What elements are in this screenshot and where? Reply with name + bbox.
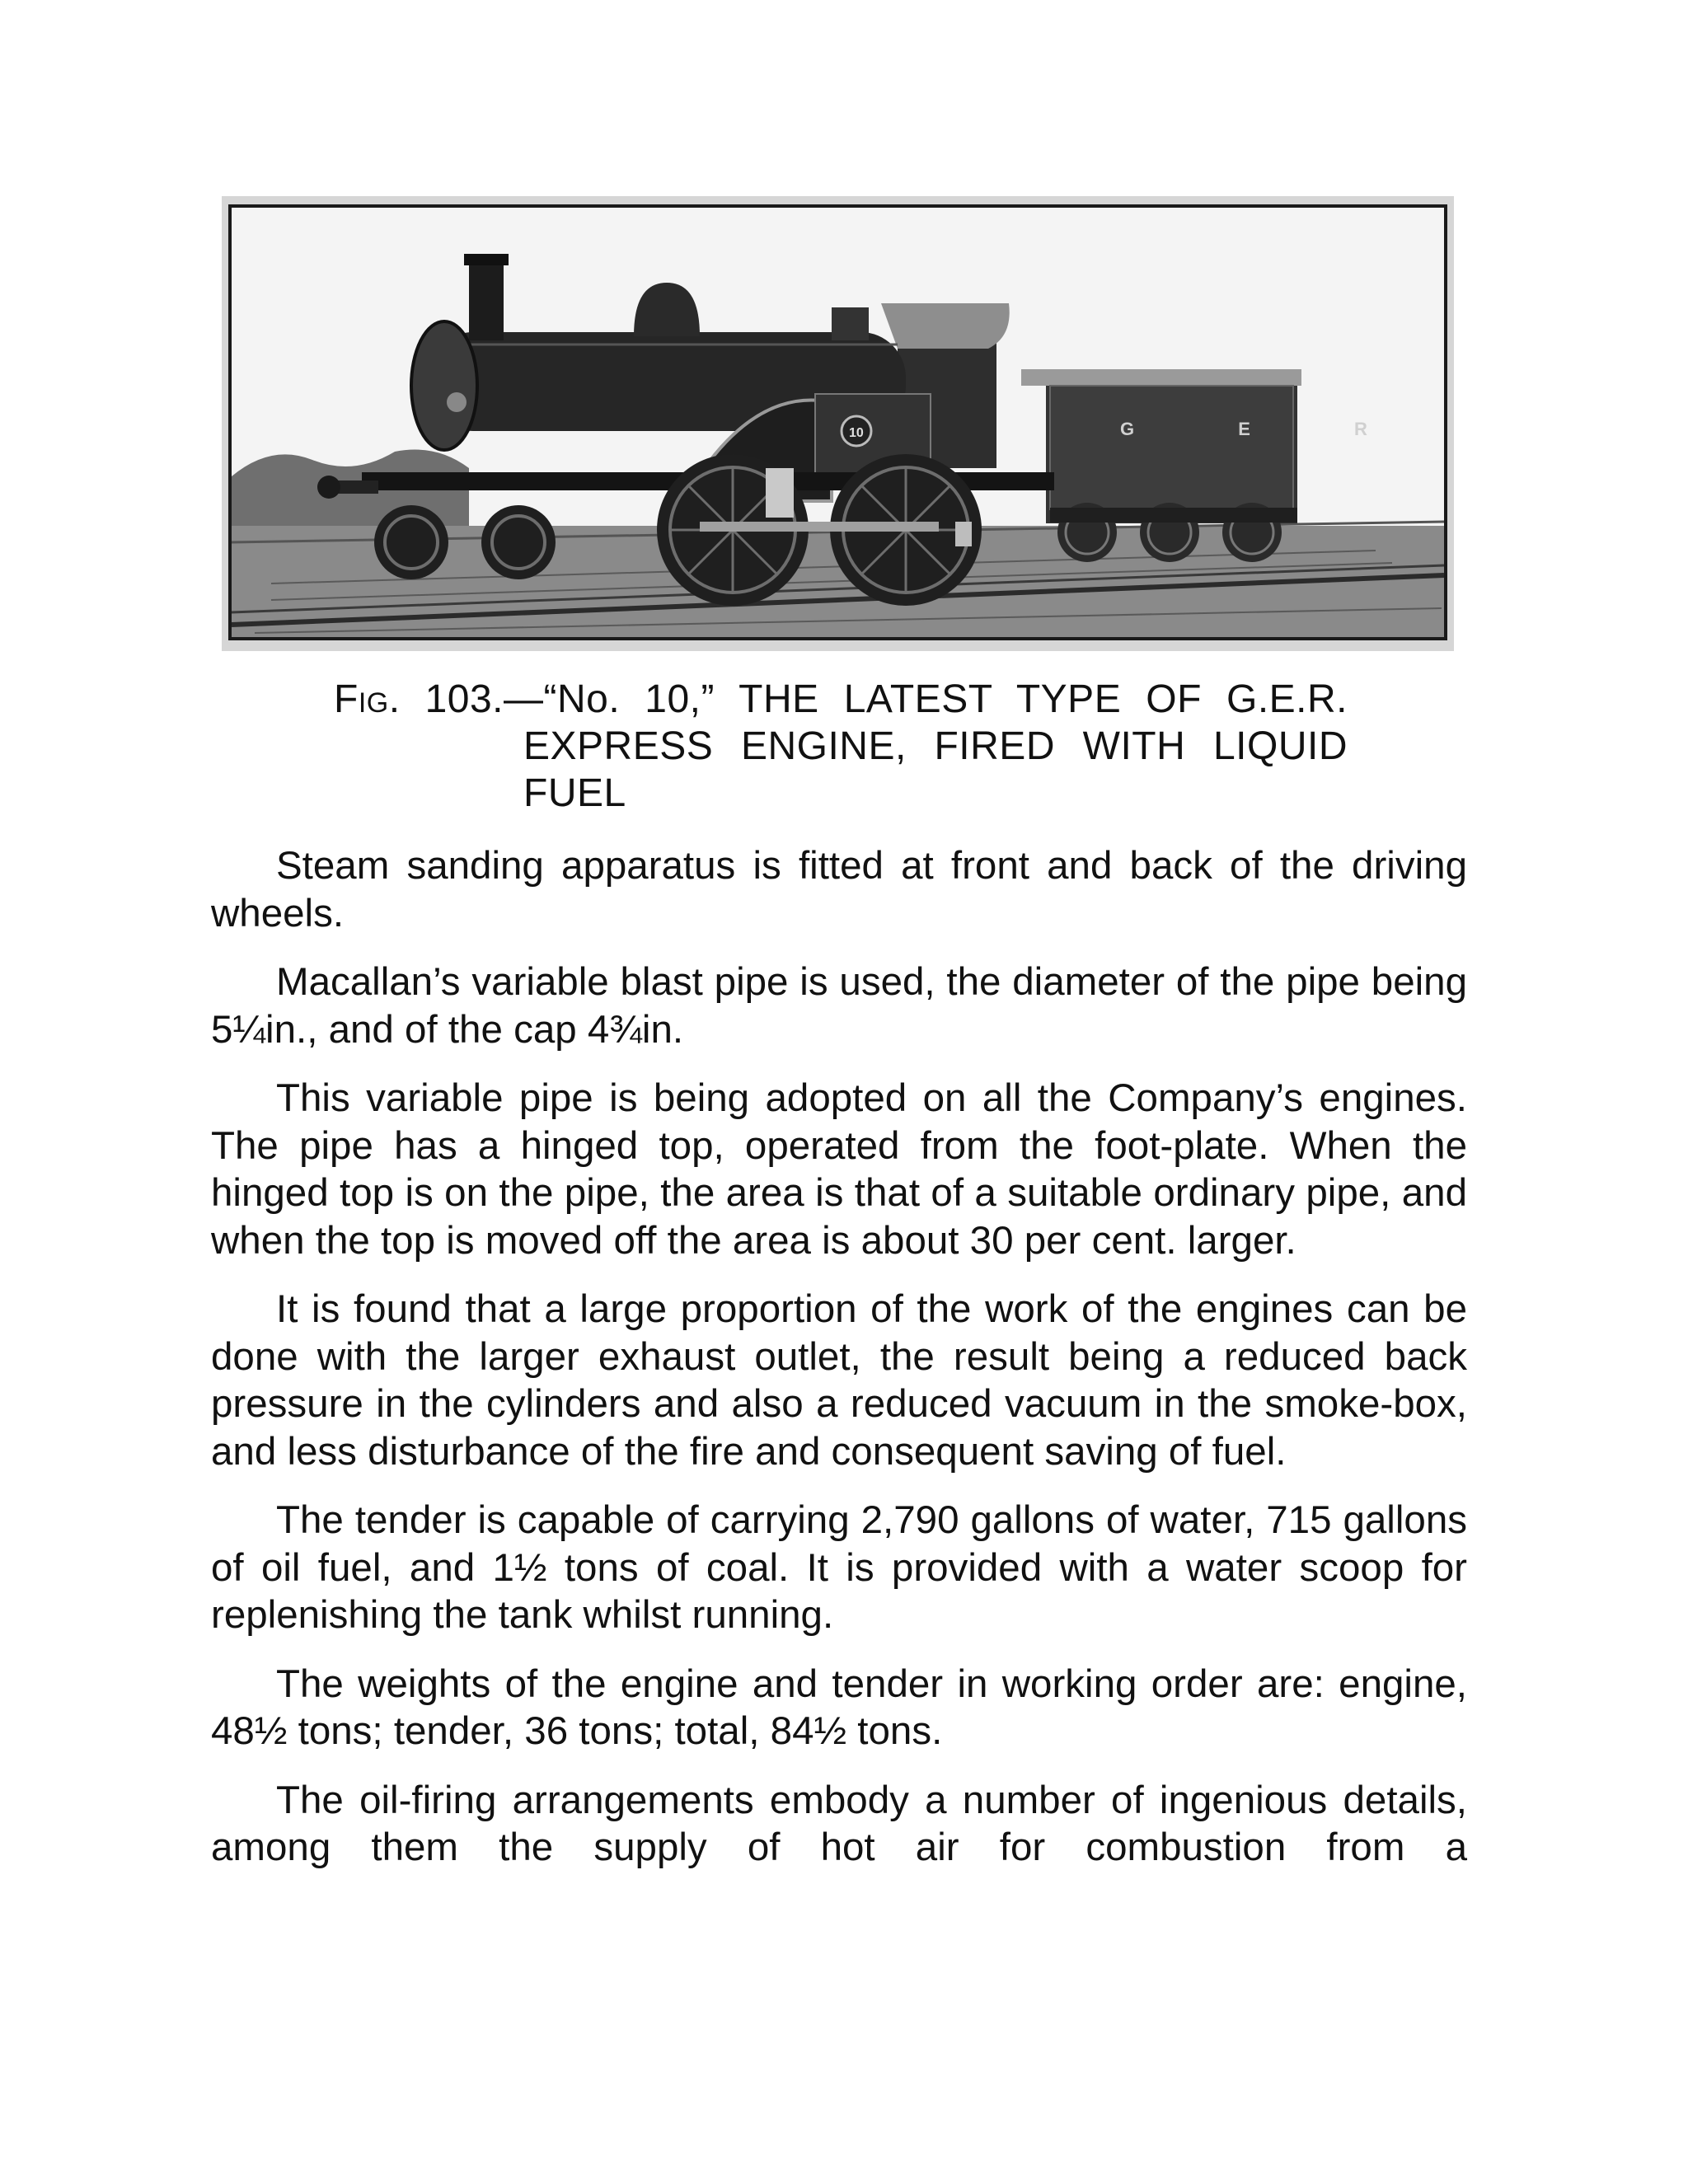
figure-label: Fig. 103.: [334, 677, 504, 721]
paragraph-blast-pipe: Macallan’s variable blast pipe is used, the diameter of the pipe being 5¼in., and of the cap 4¾in.: [211, 960, 1467, 1052]
caption-line-1-text: —“No. 10,” THE LATEST TYPE OF G.E.R.: [504, 677, 1348, 721]
paragraph-oil-firing: The oil-firing arrangements embody a number of ingenious details, among them the supply of hot air for combustion from a: [211, 1778, 1467, 1869]
body-text: [211, 842, 1467, 1893]
caption-line-2: EXPRESS ENGINE, FIRED WITH LIQUID: [523, 724, 1348, 768]
tender: [1021, 369, 1301, 562]
figure-caption: [334, 676, 1348, 817]
locomotive-illustration: [222, 196, 1454, 651]
paragraph-exhaust-outlet: It is found that a large proportion of the work of the engines can be done with the larger exhaust outlet, the result being a reduced back pressure in the cylinders and also a reduced vacuum in the smoke-box, and less disturbance of the fire and consequent saving of fuel.: [211, 1287, 1467, 1474]
caption-line-1: [334, 676, 1348, 723]
paragraph-sanding: Steam sanding apparatus is fitted at front and back of the driving wheels.: [211, 844, 1467, 935]
locomotive-photograph: [222, 196, 1454, 651]
paragraph-weights: The weights of the engine and tender in working order are: engine, 48½ tons; tender, 36 tons; total, 84½ tons.: [211, 1661, 1467, 1753]
caption-line-3: FUEL: [523, 771, 626, 815]
number-plate-text: 10: [849, 426, 864, 440]
coupling-rod: [700, 522, 939, 532]
tender-lettering: G E R: [1120, 419, 1417, 439]
paragraph-variable-pipe: This variable pipe is being adopted on all the Company’s engines. The pipe has a hinged top, operated from the foot-plate. When the hinged top is on the pipe, the area is that of a suitable ordinary pipe, and when the top is moved off the area is about 30 per cent. larger.: [211, 1076, 1467, 1263]
paragraph-tender-capacity: The tender is capable of carrying 2,790 gallons of water, 715 gallons of oil fuel, and 1½ tons of coal. It is provided with a water scoop for replenishing the tank whilst running.: [211, 1498, 1467, 1637]
